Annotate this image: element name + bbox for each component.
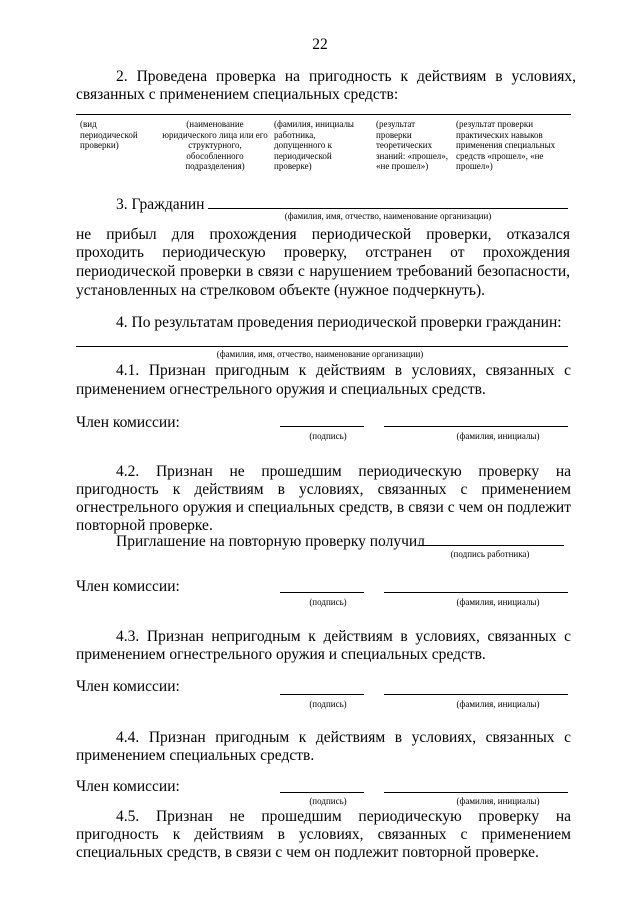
table-rule: [76, 114, 571, 115]
name-line-3: [384, 694, 568, 695]
signature-line-1: [280, 426, 364, 427]
s45-line2: пригодность к действиям в условиях, связанных с применением: [76, 826, 571, 843]
s41-line2: применением огнестрельного оружия и специальных средств.: [76, 381, 486, 398]
column-header-theory-result: (результат проверки теоретических знаний: «прошел», «не прошел»): [376, 119, 449, 171]
name-caption-4: (фамилия, инициалы): [456, 796, 540, 806]
s42-line1: 4.2. Признан не прошедшим периодическую проверку на: [116, 463, 571, 480]
section2-line2: связанных с применением специальных средств:: [76, 86, 399, 103]
s44-line1: 4.4. Признан пригодным к действиям в условиях, связанных с: [116, 729, 571, 746]
name-line-4: [384, 792, 568, 793]
s45-line1: 4.5. Признан не прошедшим периодическую проверку на: [116, 808, 571, 825]
member-label-1: Член комиссии:: [76, 414, 180, 431]
s44-line2: применением специальных средств.: [76, 747, 315, 764]
citizen-name-line: [208, 208, 568, 209]
s42-line4: повторной проверке.: [76, 517, 213, 534]
section4-heading: 4. По результатам проведения периодической проверки гражданин:: [116, 314, 562, 331]
name-line-2: [384, 592, 568, 593]
column-header-check-type: (вид периодической проверки): [80, 119, 138, 150]
section3-line4: установленных на стрелковом объекте (нужное подчеркнуть).: [76, 282, 486, 299]
s43-line1: 4.3. Признан непригодным к действиям в условиях, связанных с: [116, 628, 571, 645]
column-header-employee: (фамилия, инициалы работника, допущенного к периодической проверке): [274, 119, 354, 171]
page-number: 22: [312, 36, 328, 53]
signature-line-4: [280, 792, 364, 793]
s41-line1: 4.1. Признан пригодным к действиям в условиях, связанных с: [116, 362, 571, 379]
section3-line2: проходить периодическую проверку, отстранен от прохождения: [76, 244, 570, 261]
section4-name-line: [76, 346, 568, 347]
section3-lead: 3. Гражданин: [116, 196, 205, 213]
s43-line2: применением огнестрельного оружия и специальных средств.: [76, 646, 486, 663]
member-label-4: Член комиссии:: [76, 778, 180, 795]
signature-line-2: [280, 592, 364, 593]
s45-line3: специальных средств, в связи с чем он подлежит повторной проверке.: [76, 844, 539, 861]
name-caption-2: (фамилия, инициалы): [456, 597, 540, 607]
member-label-2: Член комиссии:: [76, 578, 180, 595]
section4-caption: (фамилия, имя, отчество, наименование организации): [216, 349, 424, 359]
section3-line3: периодической проверки в связи с нарушением требований безопасности,: [76, 263, 570, 280]
member-label-3: Член комиссии:: [76, 678, 180, 695]
sign-caption-2: (подпись): [309, 597, 347, 607]
name-caption-1: (фамилия, инициалы): [456, 431, 540, 441]
name-caption-3: (фамилия, инициалы): [456, 699, 540, 709]
section3-caption: (фамилия, имя, отчество, наименование организации): [284, 211, 492, 221]
sign-caption-4: (подпись): [309, 796, 347, 806]
section3-line1: не прибыл для прохождения периодической проверки, отказался: [76, 226, 570, 243]
invite-signature-line: [418, 545, 564, 546]
s42-invite: Приглашение на повторную проверку получил: [116, 533, 425, 550]
sign-caption-3: (подпись): [309, 699, 347, 709]
s42-line3: огнестрельного оружия и специальных средств, в связи с чем он подлежит: [76, 499, 571, 516]
signature-line-3: [280, 694, 364, 695]
name-line-1: [384, 426, 568, 427]
invite-caption: (подпись работника): [450, 549, 530, 559]
column-header-organization: (наименование юридического лица или его структурного, обособленного подразделения): [162, 119, 268, 171]
section2-line1: 2. Проведена проверка на пригодность к действиям в условиях,: [116, 68, 576, 85]
sign-caption-1: (подпись): [309, 431, 347, 441]
s42-line2: пригодность к действиям в условиях, связанных с применением: [76, 481, 571, 498]
column-header-practice-result: (результат проверки практических навыков применения специальных средств «прошел», «не прошел»): [456, 119, 556, 171]
